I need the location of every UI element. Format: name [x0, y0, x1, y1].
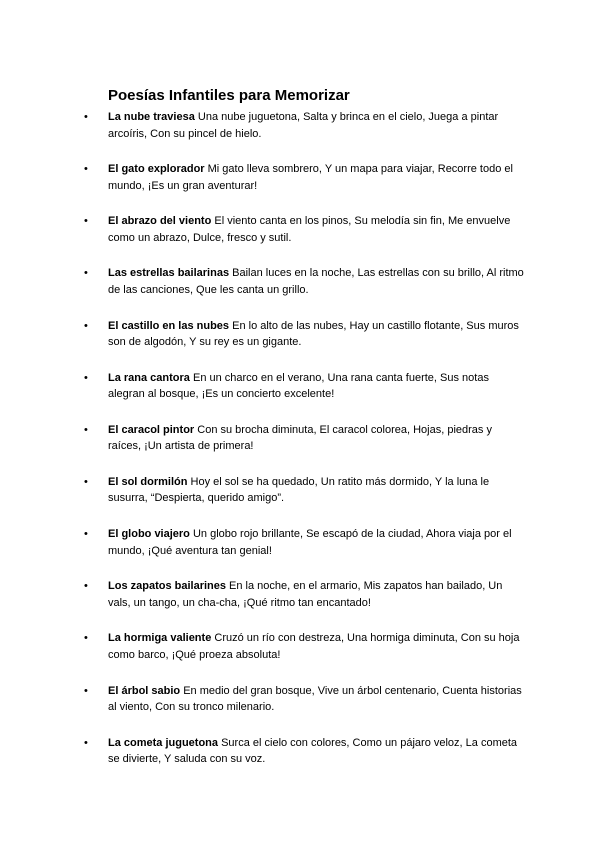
poem-item: [0, 526, 525, 578]
poem-item: [0, 109, 525, 161]
poem-text: En la noche, en el armario, Mis zapatos han bailado, Un vals, un tango, un cha-cha, ¡Qué ritmo tan encantado!: [108, 580, 503, 609]
bullet-icon: •: [84, 580, 88, 593]
poem-title: La rana cantora: [108, 371, 190, 384]
poem-item: [0, 161, 525, 213]
poem-item: [0, 213, 525, 265]
bullet-icon: •: [84, 111, 88, 123]
poem-title: El sol dormilón: [108, 475, 188, 488]
poem-item: [0, 265, 525, 317]
poem-text: Hoy el sol se ha quedado, Un ratito más dormido, Y la luna le susurra, “Despierta, querido amigo”.: [108, 475, 490, 505]
poem-title: Los zapatos bailarines: [108, 580, 226, 593]
poem-text: Bailan luces en la noche, Las estrellas con su brillo, Al ritmo de las canciones, Que les canta un grillo.: [108, 267, 524, 296]
bullet-icon: •: [84, 319, 88, 332]
poem-text: En un charco en el verano, Una rana canta fuerte, Sus notas alegran al bosque, ¡Es un concierto excelente!: [108, 371, 489, 401]
bullet-icon: •: [84, 684, 88, 697]
poem-title: El abrazo del viento: [108, 215, 212, 228]
poem-text: Una nube juguetona, Salta y brinca en el cielo, Juega a pintar arcoíris, Con su pincel de hielo.: [108, 111, 499, 140]
poem-text: En lo alto de las nubes, Hay un castillo flotante, Sus muros son de algodón, Y su rey es un gigante.: [108, 319, 519, 349]
poem-item: [0, 630, 525, 682]
poem-text: Mi gato lleva sombrero, Y un mapa para viajar, Recorre todo el mundo, ¡Es un gran aventurar!: [108, 163, 513, 192]
poem-item: [0, 422, 525, 474]
poem-title: El caracol pintor: [108, 423, 195, 436]
page-title: Poesías Infantiles para Memorizar: [108, 87, 350, 104]
bullet-icon: •: [84, 632, 88, 645]
poem-item: [0, 370, 525, 422]
poem-title: El gato explorador: [108, 163, 205, 176]
poem-text: Surca el cielo con colores, Como un pájaro veloz, La cometa se divierte, Y saluda con su voz.: [108, 736, 518, 766]
poem-title: La cometa juguetona: [108, 736, 219, 749]
poem-item: [0, 474, 525, 526]
poem-text: En medio del gran bosque, Vive un árbol centenario, Cuenta historias al viento, Con su tronco milenario.: [108, 684, 522, 714]
bullet-icon: •: [84, 267, 88, 280]
poem-title: La hormiga valiente: [108, 632, 212, 645]
poem-title: El castillo en las nubes: [108, 319, 230, 332]
bullet-icon: •: [84, 475, 88, 488]
poem-title: El globo viajero: [108, 528, 190, 541]
bullet-icon: •: [84, 215, 88, 228]
poem-item: [0, 683, 525, 735]
poem-item: [0, 735, 525, 787]
bullet-icon: •: [84, 371, 88, 384]
poem-text: Un globo rojo brillante, Se escapó de la ciudad, Ahora viaja por el mundo, ¡Qué aventura tan genial!: [108, 528, 512, 557]
poem-text: Con su brocha diminuta, El caracol colorea, Hojas, piedras y raíces, ¡Un artista de primera!: [108, 423, 492, 453]
poem-text: Cruzó un río con destreza, Una hormiga diminuta, Con su hoja como barco, ¡Qué proeza absoluta!: [108, 632, 520, 661]
poem-title: Las estrellas bailarinas: [108, 267, 230, 280]
bullet-icon: •: [84, 528, 88, 541]
poem-list: [0, 109, 599, 787]
bullet-icon: •: [84, 736, 88, 749]
poem-title: El árbol sabio: [108, 684, 181, 697]
poem-text: El viento canta en los pinos, Su melodía sin fin, Me envuelve como un abrazo, Dulce, fresco y sutil.: [108, 215, 511, 244]
poem-title: La nube traviesa: [108, 111, 195, 123]
bullet-icon: •: [84, 163, 88, 176]
poem-item: [0, 578, 525, 630]
bullet-icon: •: [84, 423, 88, 436]
poem-item: [0, 318, 525, 370]
